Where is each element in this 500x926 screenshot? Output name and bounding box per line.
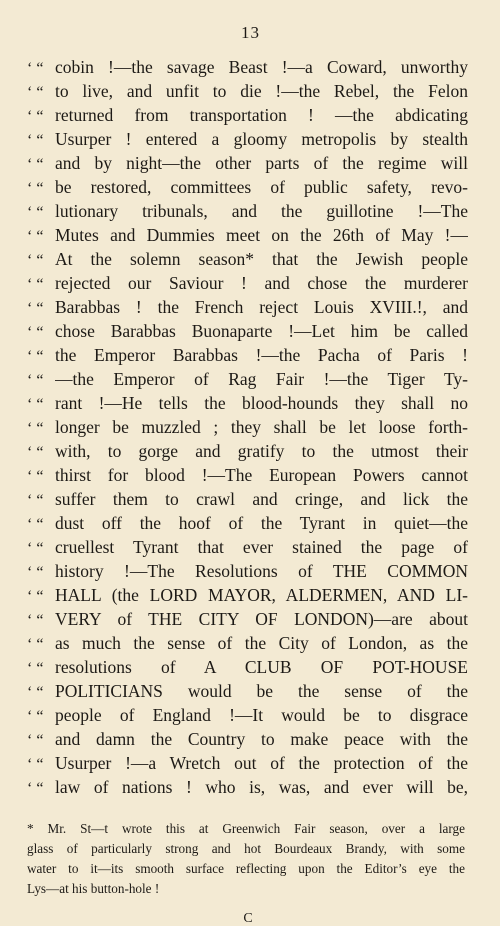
line-text: resolutions of A CLUB OF POT-HOUSE bbox=[55, 657, 468, 677]
text-line bbox=[27, 391, 468, 415]
line-text: lutionary tribunals, and the guillotine !—The bbox=[55, 201, 468, 221]
quotation-mark: ‘ “ bbox=[27, 420, 44, 437]
quotation-mark: ‘ “ bbox=[27, 348, 44, 365]
line-text: Usurper ! entered a gloomy metropolis by stealth bbox=[55, 129, 468, 149]
quotation-mark: ‘ “ bbox=[27, 108, 44, 125]
line-text: dust off the hoof of the Tyrant in quiet—the bbox=[55, 513, 468, 533]
quotation-mark: ‘ “ bbox=[27, 204, 44, 221]
quoted-text-block bbox=[27, 55, 468, 799]
quotation-mark: ‘ “ bbox=[27, 756, 44, 773]
quotation-mark: ‘ “ bbox=[27, 564, 44, 581]
footnote-line: * Mr. St—t wrote this at Greenwich Fair season, over a large bbox=[27, 821, 465, 836]
line-text: as much the sense of the City of London, as the bbox=[55, 633, 468, 653]
line-text: chose Barabbas Buonaparte !—Let him be called bbox=[55, 321, 468, 341]
line-text: the Emperor Barabbas !—the Pacha of Paris ! bbox=[55, 345, 468, 365]
text-line bbox=[27, 103, 468, 127]
text-line bbox=[27, 79, 468, 103]
line-text: longer be muzzled ; they shall be let loose forth- bbox=[55, 417, 468, 437]
quotation-mark: ‘ “ bbox=[27, 396, 44, 413]
quotation-mark: ‘ “ bbox=[27, 444, 44, 461]
text-line bbox=[27, 295, 468, 319]
line-text: returned from transportation ! —the abdicating bbox=[55, 105, 468, 125]
text-line bbox=[27, 247, 468, 271]
text-line bbox=[27, 703, 468, 727]
quotation-mark: ‘ “ bbox=[27, 636, 44, 653]
quotation-mark: ‘ “ bbox=[27, 516, 44, 533]
text-line bbox=[27, 655, 468, 679]
line-text: people of England !—It would be to disgrace bbox=[55, 705, 468, 725]
text-line bbox=[27, 415, 468, 439]
text-line bbox=[27, 271, 468, 295]
text-line bbox=[27, 367, 468, 391]
line-text: cobin !—the savage Beast !—a Coward, unworthy bbox=[55, 57, 468, 77]
text-line bbox=[27, 55, 468, 79]
quotation-mark: ‘ “ bbox=[27, 540, 44, 557]
line-text: cruellest Tyrant that ever stained the page of bbox=[55, 537, 468, 557]
line-text: Usurper !—a Wretch out of the protection of the bbox=[55, 753, 468, 773]
text-line bbox=[27, 463, 468, 487]
quotation-mark: ‘ “ bbox=[27, 588, 44, 605]
line-text: rant !—He tells the blood-hounds they shall no bbox=[55, 393, 468, 413]
text-line bbox=[27, 199, 468, 223]
line-text: POLITICIANS would be the sense of the bbox=[55, 681, 468, 701]
text-line bbox=[27, 487, 468, 511]
text-line bbox=[27, 319, 468, 343]
quotation-mark: ‘ “ bbox=[27, 372, 44, 389]
quotation-mark: ‘ “ bbox=[27, 60, 44, 77]
line-text: —the Emperor of Rag Fair !—the Tiger Ty- bbox=[55, 369, 468, 389]
quotation-mark: ‘ “ bbox=[27, 156, 44, 173]
line-text: Mutes and Dummies meet on the 26th of May !— bbox=[55, 225, 468, 245]
quotation-mark: ‘ “ bbox=[27, 780, 44, 797]
text-line bbox=[27, 583, 468, 607]
quotation-mark: ‘ “ bbox=[27, 228, 44, 245]
line-text: HALL (the LORD MAYOR, ALDERMEN, AND LI- bbox=[55, 585, 468, 605]
text-line bbox=[27, 343, 468, 367]
text-line bbox=[27, 607, 468, 631]
footnote-line: glass of particularly strong and hot Bourdeaux Brandy, with some bbox=[27, 841, 465, 856]
line-text: and damn the Country to make peace with the bbox=[55, 729, 468, 749]
quotation-mark: ‘ “ bbox=[27, 612, 44, 629]
line-text: be restored, committees of public safety, revo- bbox=[55, 177, 468, 197]
line-text: rejected our Saviour ! and chose the murderer bbox=[55, 273, 468, 293]
quotation-mark: ‘ “ bbox=[27, 132, 44, 149]
quotation-mark: ‘ “ bbox=[27, 252, 44, 269]
line-text: suffer them to crawl and cringe, and lick the bbox=[55, 489, 468, 509]
text-line bbox=[27, 151, 468, 175]
line-text: thirst for blood !—The European Powers cannot bbox=[55, 465, 468, 485]
text-line bbox=[27, 559, 468, 583]
text-line bbox=[27, 679, 468, 703]
text-line bbox=[27, 535, 468, 559]
footnote bbox=[27, 819, 465, 899]
line-text: Barabbas ! the French reject Louis XVIII.!, and bbox=[55, 297, 468, 317]
line-text: At the solemn season* that the Jewish people bbox=[55, 249, 468, 269]
quotation-mark: ‘ “ bbox=[27, 84, 44, 101]
text-line bbox=[27, 727, 468, 751]
quotation-mark: ‘ “ bbox=[27, 276, 44, 293]
text-line bbox=[27, 439, 468, 463]
text-line bbox=[27, 775, 468, 799]
quotation-mark: ‘ “ bbox=[27, 684, 44, 701]
text-line bbox=[27, 175, 468, 199]
footnote-line: Lys—at his button-hole ! bbox=[27, 881, 160, 896]
line-text: to live, and unfit to die !—the Rebel, the Felon bbox=[55, 81, 468, 101]
text-line bbox=[27, 127, 468, 151]
line-text: with, to gorge and gratify to the utmost their bbox=[55, 441, 468, 461]
signature-mark: C bbox=[243, 911, 254, 926]
quotation-mark: ‘ “ bbox=[27, 660, 44, 677]
quotation-mark: ‘ “ bbox=[27, 324, 44, 341]
quotation-mark: ‘ “ bbox=[27, 492, 44, 509]
quotation-mark: ‘ “ bbox=[27, 708, 44, 725]
text-line bbox=[27, 511, 468, 535]
quotation-mark: ‘ “ bbox=[27, 468, 44, 485]
text-line bbox=[27, 751, 468, 775]
page-number: 13 bbox=[241, 23, 260, 42]
text-line bbox=[27, 223, 468, 247]
quotation-mark: ‘ “ bbox=[27, 300, 44, 317]
line-text: history !—The Resolutions of THE COMMON bbox=[55, 561, 468, 581]
quotation-mark: ‘ “ bbox=[27, 732, 44, 749]
footnote-line: water to it—its smooth surface reflecting upon the Editor’s eye the bbox=[27, 861, 465, 876]
quotation-mark: ‘ “ bbox=[27, 180, 44, 197]
line-text: VERY of THE CITY OF LONDON)—are about bbox=[55, 609, 468, 629]
line-text: and by night—the other parts of the regime will bbox=[55, 153, 468, 173]
line-text: law of nations ! who is, was, and ever will be, bbox=[55, 777, 468, 797]
text-line bbox=[27, 631, 468, 655]
